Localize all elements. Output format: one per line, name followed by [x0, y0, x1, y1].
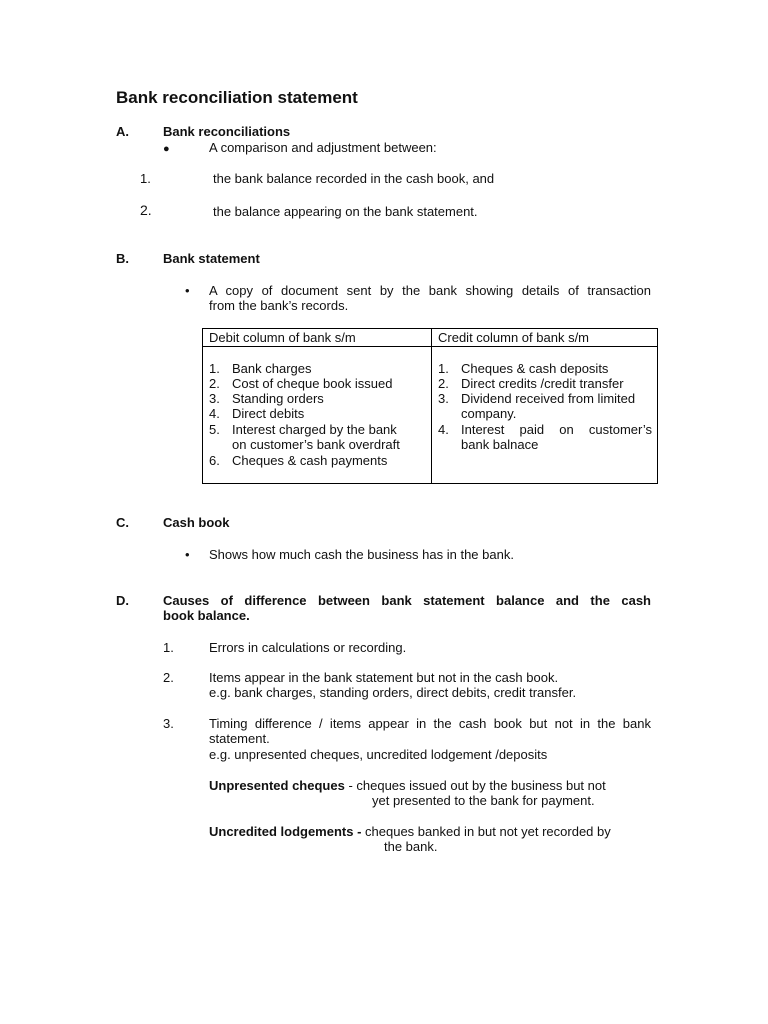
section-d-letter: D. [116, 593, 129, 608]
section-b-heading: Bank statement [163, 251, 260, 266]
unpresented-cheques-text-cont: yet presented to the bank for payment. [372, 793, 595, 808]
unpresented-cheques-text: cheques issued out by the business but not [356, 778, 606, 793]
table-divider-horizontal [203, 346, 657, 347]
section-d-item-3-example: e.g. unpresented cheques, uncredited lodgement /deposits [209, 747, 548, 762]
section-d-item-2-example: e.g. bank charges, standing orders, direct debits, credit transfer. [209, 685, 577, 700]
page-title: Bank reconciliation statement [116, 88, 358, 107]
debit-column-header: Debit column of bank s/m [209, 330, 356, 345]
section-d-item-3-number: 3. [163, 716, 174, 731]
section-d-item-1-text: Errors in calculations or recording. [209, 640, 407, 655]
uncredited-lodgements-definition: Uncredited lodgements - cheques banked in but not yet recorded by [209, 824, 611, 839]
credit-column-header: Credit column of bank s/m [438, 330, 590, 345]
uncredited-lodgements-text-cont: the bank. [384, 839, 438, 854]
section-c-letter: C. [116, 515, 129, 530]
section-a-item-1-number: 1. [140, 171, 151, 186]
section-b-bullet-line-2: from the bank’s records. [209, 298, 349, 313]
section-d-item-1-number: 1. [163, 640, 174, 655]
bullet-icon: • [185, 283, 190, 298]
section-a-item-2-number: 2. [140, 202, 152, 218]
section-a-bullet-text: A comparison and adjustment between: [209, 140, 437, 155]
section-d-item-3-text-cont: statement. [209, 731, 270, 746]
section-b-letter: B. [116, 251, 129, 266]
bullet-icon: ● [163, 143, 170, 155]
section-d-heading-line-1: Causes of difference between bank statement balance and the cash [163, 593, 651, 608]
bullet-icon: • [185, 547, 190, 562]
table-divider-vertical [431, 329, 432, 483]
section-c-bullet-text: Shows how much cash the business has in the bank. [209, 547, 514, 562]
uncredited-lodgements-term: Uncredited lodgements [209, 824, 354, 839]
section-d-item-2-number: 2. [163, 670, 174, 685]
section-b-bullet-line-1: A copy of document sent by the bank showing details of transaction [209, 283, 651, 298]
section-c-heading: Cash book [163, 515, 230, 530]
bank-statement-table: Debit column of bank s/m Credit column of bank s/m 1. Bank charges 2. Cost of cheque book issued 3. Standing orders 4. Direct debits 5. Interest charged by the bank on customer’s bank overdraft 6. Cheques & cash payments 1. Cheques & cash deposits 2. Direct credits /credit transfer 3. Dividend received from limited company. 4. Interest paid on customer’s bank balnace [202, 328, 658, 484]
unpresented-cheques-term: Unpresented cheques [209, 778, 345, 793]
section-a-item-2-text: the balance appearing on the bank statement. [213, 204, 478, 219]
section-d-item-3-text: Timing difference / items appear in the cash book but not in the bank [209, 716, 651, 731]
section-a-heading: Bank reconciliations [163, 124, 291, 139]
unpresented-cheques-definition: Unpresented cheques - cheques issued out by the business but not [209, 778, 606, 793]
section-a-letter: A. [116, 124, 129, 139]
section-d-heading-line-2: book balance. [163, 608, 250, 623]
section-d-item-2-text: Items appear in the bank statement but not in the cash book. [209, 670, 559, 685]
section-a-item-1-text: the bank balance recorded in the cash book, and [213, 171, 495, 186]
uncredited-lodgements-text: cheques banked in but not yet recorded by [365, 824, 611, 839]
